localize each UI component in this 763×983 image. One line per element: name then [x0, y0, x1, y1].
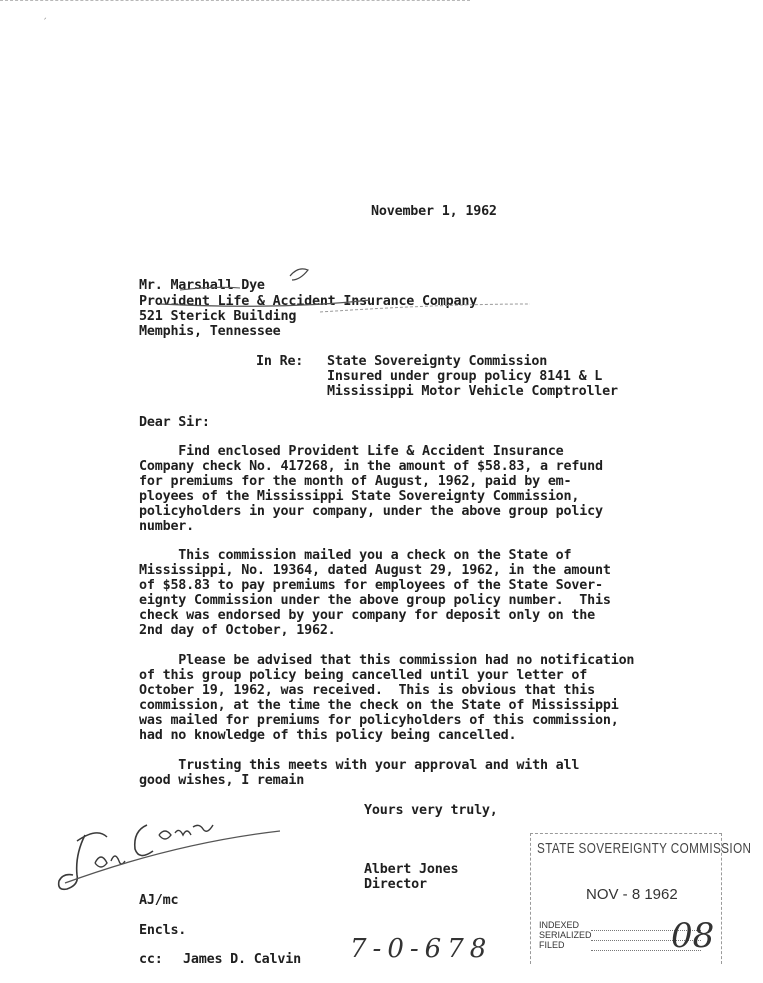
salutation: Dear Sir: [139, 415, 210, 430]
paragraph-line: of this group policy being cancelled until your letter of [139, 668, 588, 683]
paragraph-line: 2nd day of October, 1962. [139, 623, 336, 638]
top-edge-dashes [0, 0, 470, 1]
recipient-line: 521 Sterick Building [139, 309, 297, 324]
paragraph-line: Trusting this meets with your approval and with all [139, 758, 580, 773]
corner-mark: ´ [42, 18, 48, 28]
paragraph-line: Mississippi, No. 19364, dated August 29, 1962, in the amount [139, 563, 611, 578]
re-line: Insured under group policy 8141 & L [327, 369, 603, 384]
file-number: 7-0-678 [350, 934, 493, 964]
stamp-header: STATE SOVEREIGNTY COMMISSION [537, 840, 752, 857]
recipient-line: Memphis, Tennessee [139, 324, 281, 339]
received-stamp [530, 833, 752, 964]
enclosures: Encls. [139, 923, 187, 938]
stamp-filed: FILED [539, 940, 565, 950]
stamp-date: NOV - 8 1962 [586, 886, 678, 903]
recipient-line: Provident Life & Accident Insurance Company [139, 294, 478, 309]
paragraph-line: good wishes, I remain [139, 773, 305, 788]
recipient-line: Mr. Marshall Dye [139, 278, 265, 293]
paragraph-line: was mailed for premiums for policyholders of this commission, [139, 713, 619, 728]
paragraph-line: had no knowledge of this policy being cancelled. [139, 728, 517, 743]
paragraph-line: ployees of the Mississippi State Sovereignty Commission, [139, 489, 580, 504]
body-paragraph [139, 653, 739, 743]
letter-date: November 1, 1962 [371, 204, 497, 219]
paragraph-line: October 19, 1962, was received. This is obvious that this [139, 683, 595, 698]
pen-mark-recipient [160, 256, 540, 320]
signer-name: Albert Jones [364, 862, 459, 877]
paragraph-line: policyholders in your company, under the above group policy [139, 504, 603, 519]
re-label: In Re: [256, 354, 304, 369]
stamp-indexed: INDEXED [539, 920, 580, 930]
paragraph-line: This commission mailed you a check on the State of [139, 548, 572, 563]
body-paragraph [139, 444, 739, 534]
paragraph-line: Find enclosed Provident Life & Accident Insurance [139, 444, 564, 459]
closing: Yours very truly, [364, 803, 498, 818]
signer-title: Director [364, 877, 427, 892]
paragraph-line: of $58.83 to pay premiums for employees of the State Sover- [139, 578, 603, 593]
paragraph-line: Please be advised that this commission had no notification [139, 653, 635, 668]
paragraph-line: check was endorsed by your company for deposit only on the [139, 608, 595, 623]
paragraph-line: eignty Commission under the above group policy number. This [139, 593, 611, 608]
re-line: Mississippi Motor Vehicle Comptroller [327, 384, 618, 399]
handwritten-signature [55, 805, 295, 895]
paragraph-line: number. [139, 519, 195, 534]
paragraph-line: commission, at the time the check on the State of Mississippi [139, 698, 619, 713]
cc-name: James D. Calvin [183, 952, 301, 967]
stamp-serialized: SERIALIZED [539, 930, 592, 940]
cc-label: cc: [139, 952, 163, 967]
body-paragraph [139, 548, 739, 638]
paragraph-line: for premiums for the month of August, 1962, paid by em- [139, 474, 572, 489]
paragraph-line: Company check No. 417268, in the amount of $58.83, a refund [139, 459, 603, 474]
stamp-handwritten-mark: 08 [671, 916, 715, 956]
re-line: State Sovereignty Commission [327, 354, 548, 369]
typist-initials: AJ/mc [139, 893, 179, 908]
body-paragraph [139, 758, 739, 788]
